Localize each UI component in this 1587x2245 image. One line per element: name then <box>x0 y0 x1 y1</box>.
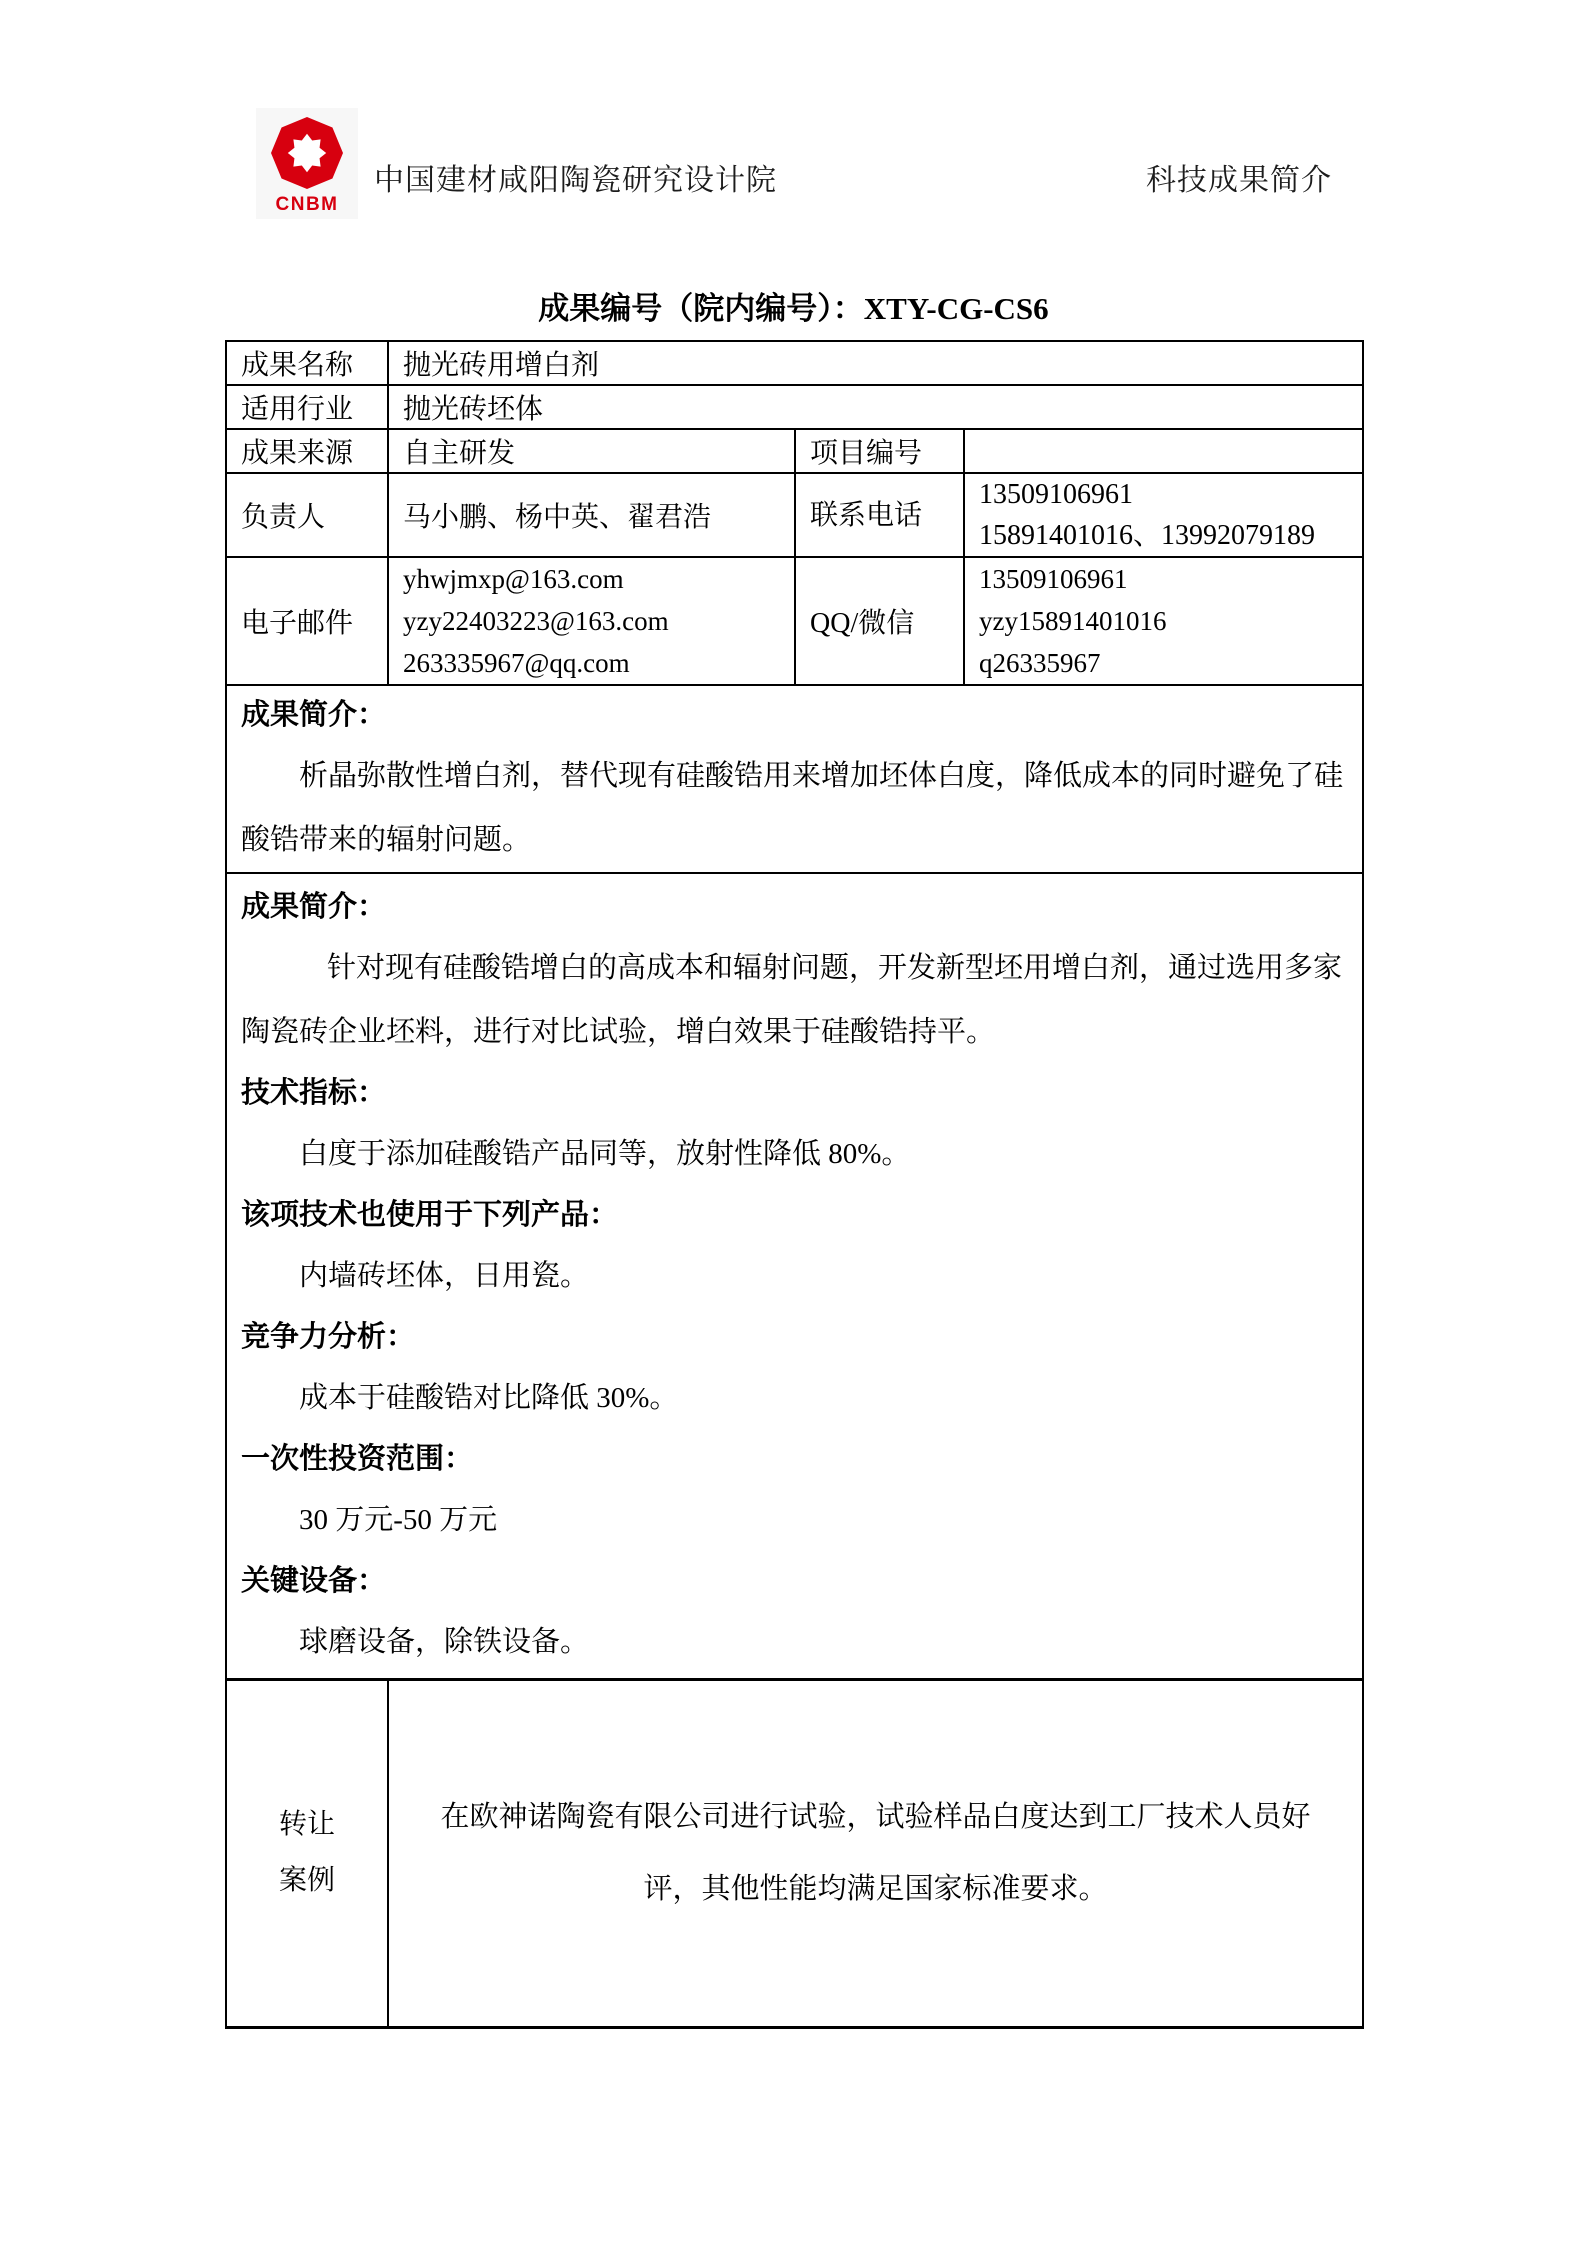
section-body: 30 万元-50 万元 <box>299 1503 498 1536</box>
section-heading: 成果简介： <box>241 890 387 923</box>
phone-value <box>964 473 1363 557</box>
table-row <box>226 473 1363 557</box>
section-body: 成本于硅酸锆对比降低 30%。 <box>299 1381 679 1414</box>
section-body: 针对现有硅酸锆增白的高成本和辐射问题，开发新型坯用增白剂，通过选用多家陶瓷砖企业坯料，进行对比试验，增白效果于硅酸锆持平。 <box>241 951 1343 1048</box>
project-number-value <box>964 429 1363 473</box>
section-heading: 一次性投资范围： <box>241 1442 474 1475</box>
table-row <box>226 873 1363 1679</box>
email-line: yhwjmxp@163.com <box>403 564 624 594</box>
table-row <box>226 685 1363 873</box>
section-body: 球磨设备，除铁设备。 <box>299 1625 590 1658</box>
email-line: 263335967@qq.com <box>403 648 630 678</box>
leader-label: 负责人 <box>226 473 388 557</box>
section-heading: 成果简介： <box>241 699 387 731</box>
table-row <box>226 341 1363 385</box>
result-name-value: 抛光砖用增白剂 <box>388 341 1363 385</box>
result-name-label: 成果名称 <box>226 341 388 385</box>
qq-wechat-value <box>964 557 1363 685</box>
page-header <box>256 108 1332 219</box>
intro-section-cell <box>226 685 1363 873</box>
email-value <box>388 557 795 685</box>
section-body: 内墙砖坯体，日用瓷。 <box>299 1259 590 1292</box>
doc-type-label: 科技成果简介 <box>1146 163 1332 197</box>
phone-label: 联系电话 <box>795 473 964 557</box>
source-value: 自主研发 <box>388 429 795 473</box>
section-heading: 技术指标： <box>241 1076 387 1109</box>
table-row <box>226 557 1363 685</box>
table-row <box>226 1679 1363 2027</box>
email-line: yzy22403223@163.com <box>403 606 669 636</box>
section-heading: 关键设备： <box>241 1564 387 1597</box>
cnbm-logo <box>256 108 358 219</box>
table-row <box>226 385 1363 429</box>
page-title: 成果编号（院内编号）：XTY-CG-CS6 <box>538 291 1049 326</box>
project-number-label: 项目编号 <box>795 429 964 473</box>
qq-line: yzy15891401016 <box>979 606 1167 636</box>
transfer-case-text: 在欧神诺陶瓷有限公司进行试验，试验样品白度达到工厂技术人员好评，其他性能均满足国家标准要求。 <box>440 1801 1311 1905</box>
cnbm-octagon-icon <box>267 113 347 193</box>
section-body: 白度于添加硅酸锆产品同等，放射性降低 80%。 <box>299 1137 911 1170</box>
table-row <box>226 429 1363 473</box>
section-heading: 该项技术也使用于下列产品： <box>241 1198 619 1231</box>
main-sections-cell <box>226 873 1363 1679</box>
industry-label: 适用行业 <box>226 385 388 429</box>
section-heading: 竞争力分析： <box>241 1320 416 1353</box>
section-body: 析晶弥散性增白剂，替代现有硅酸锆用来增加坯体白度，降低成本的同时避免了硅酸锆带来的辐射问题。 <box>241 760 1344 856</box>
email-label: 电子邮件 <box>226 557 388 685</box>
industry-value: 抛光砖坯体 <box>388 385 1363 429</box>
cnbm-wordmark: CNBM <box>275 194 339 215</box>
leader-value: 马小鹏、杨中英、翟君浩 <box>388 473 795 557</box>
qq-line: q26335967 <box>979 648 1101 678</box>
phone-line: 15891401016、13992079189 <box>979 520 1316 551</box>
transfer-case-cell <box>388 1679 1363 2027</box>
institute-name: 中国建材咸阳陶瓷研究设计院 <box>374 163 777 197</box>
qq-wechat-label: QQ/微信 <box>795 557 964 685</box>
transfer-case-label: 转让 案例 <box>226 1679 388 2027</box>
source-label: 成果来源 <box>226 429 388 473</box>
qq-line: 13509106961 <box>979 564 1128 594</box>
achievement-table <box>225 340 1364 2029</box>
phone-line: 13509106961 <box>979 479 1133 510</box>
